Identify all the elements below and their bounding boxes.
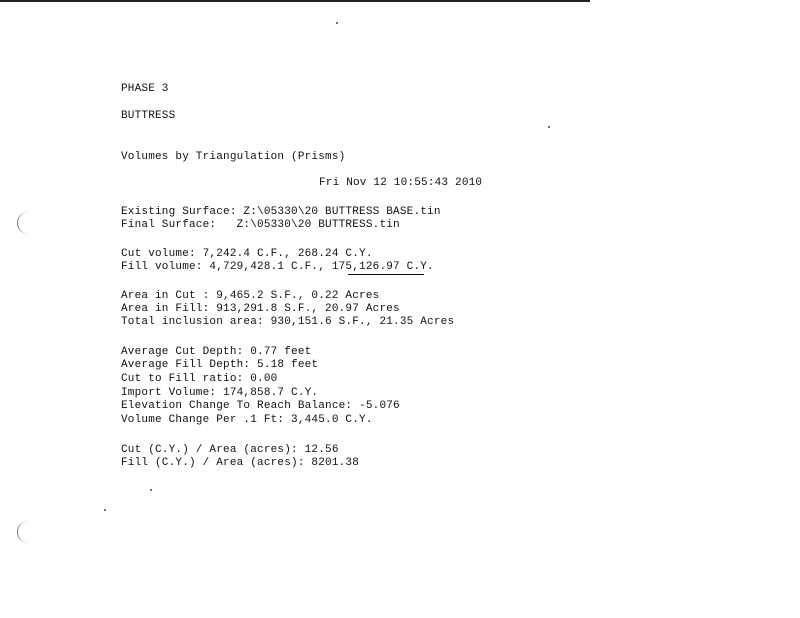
top-scan-edge: [0, 0, 590, 2]
elevation-change: Elevation Change To Reach Balance: -5.076: [121, 400, 400, 412]
project-name: BUTTRESS: [121, 110, 176, 122]
punch-hole-mark-bottom: [17, 521, 32, 543]
scan-speck: [104, 509, 106, 511]
scan-speck: [336, 22, 338, 24]
cut-per-area: Cut (C.Y.) / Area (acres): 12.56: [121, 444, 339, 456]
total-inclusion-area: Total inclusion area: 930,151.6 S.F., 21.35 Acres: [121, 316, 455, 328]
average-cut-depth: Average Cut Depth: 0.77 feet: [121, 346, 312, 358]
import-volume: Import Volume: 174,858.7 C.Y.: [121, 387, 319, 399]
volume-change: Volume Change Per .1 Ft: 3,445.0 C.Y.: [121, 414, 373, 426]
fill-volume: Fill volume: 4,729,428.1 C.F., 175,126.97 C.Y.: [121, 261, 434, 273]
handwritten-underline: [348, 274, 424, 275]
average-fill-depth: Average Fill Depth: 5.18 feet: [121, 359, 319, 371]
report-timestamp: Fri Nov 12 10:55:43 2010: [319, 177, 483, 189]
cut-volume: Cut volume: 7,242.4 C.F., 268.24 C.Y.: [121, 248, 373, 260]
final-surface: Final Surface: Z:\05330\20 BUTTRESS.tin: [121, 219, 400, 231]
method-title: Volumes by Triangulation (Prisms): [121, 151, 346, 163]
scan-speck: [150, 489, 152, 491]
area-in-cut: Area in Cut : 9,465.2 S.F., 0.22 Acres: [121, 290, 380, 302]
cut-to-fill-ratio: Cut to Fill ratio: 0.00: [121, 373, 278, 385]
existing-surface: Existing Surface: Z:\05330\20 BUTTRESS BASE.tin: [121, 206, 441, 218]
punch-hole-mark-top: [17, 212, 32, 234]
phase-heading: PHASE 3: [121, 83, 169, 95]
area-in-fill: Area in Fill: 913,291.8 S.F., 20.97 Acres: [121, 303, 400, 315]
scan-speck: [548, 126, 550, 128]
fill-per-area: Fill (C.Y.) / Area (acres): 8201.38: [121, 457, 360, 469]
